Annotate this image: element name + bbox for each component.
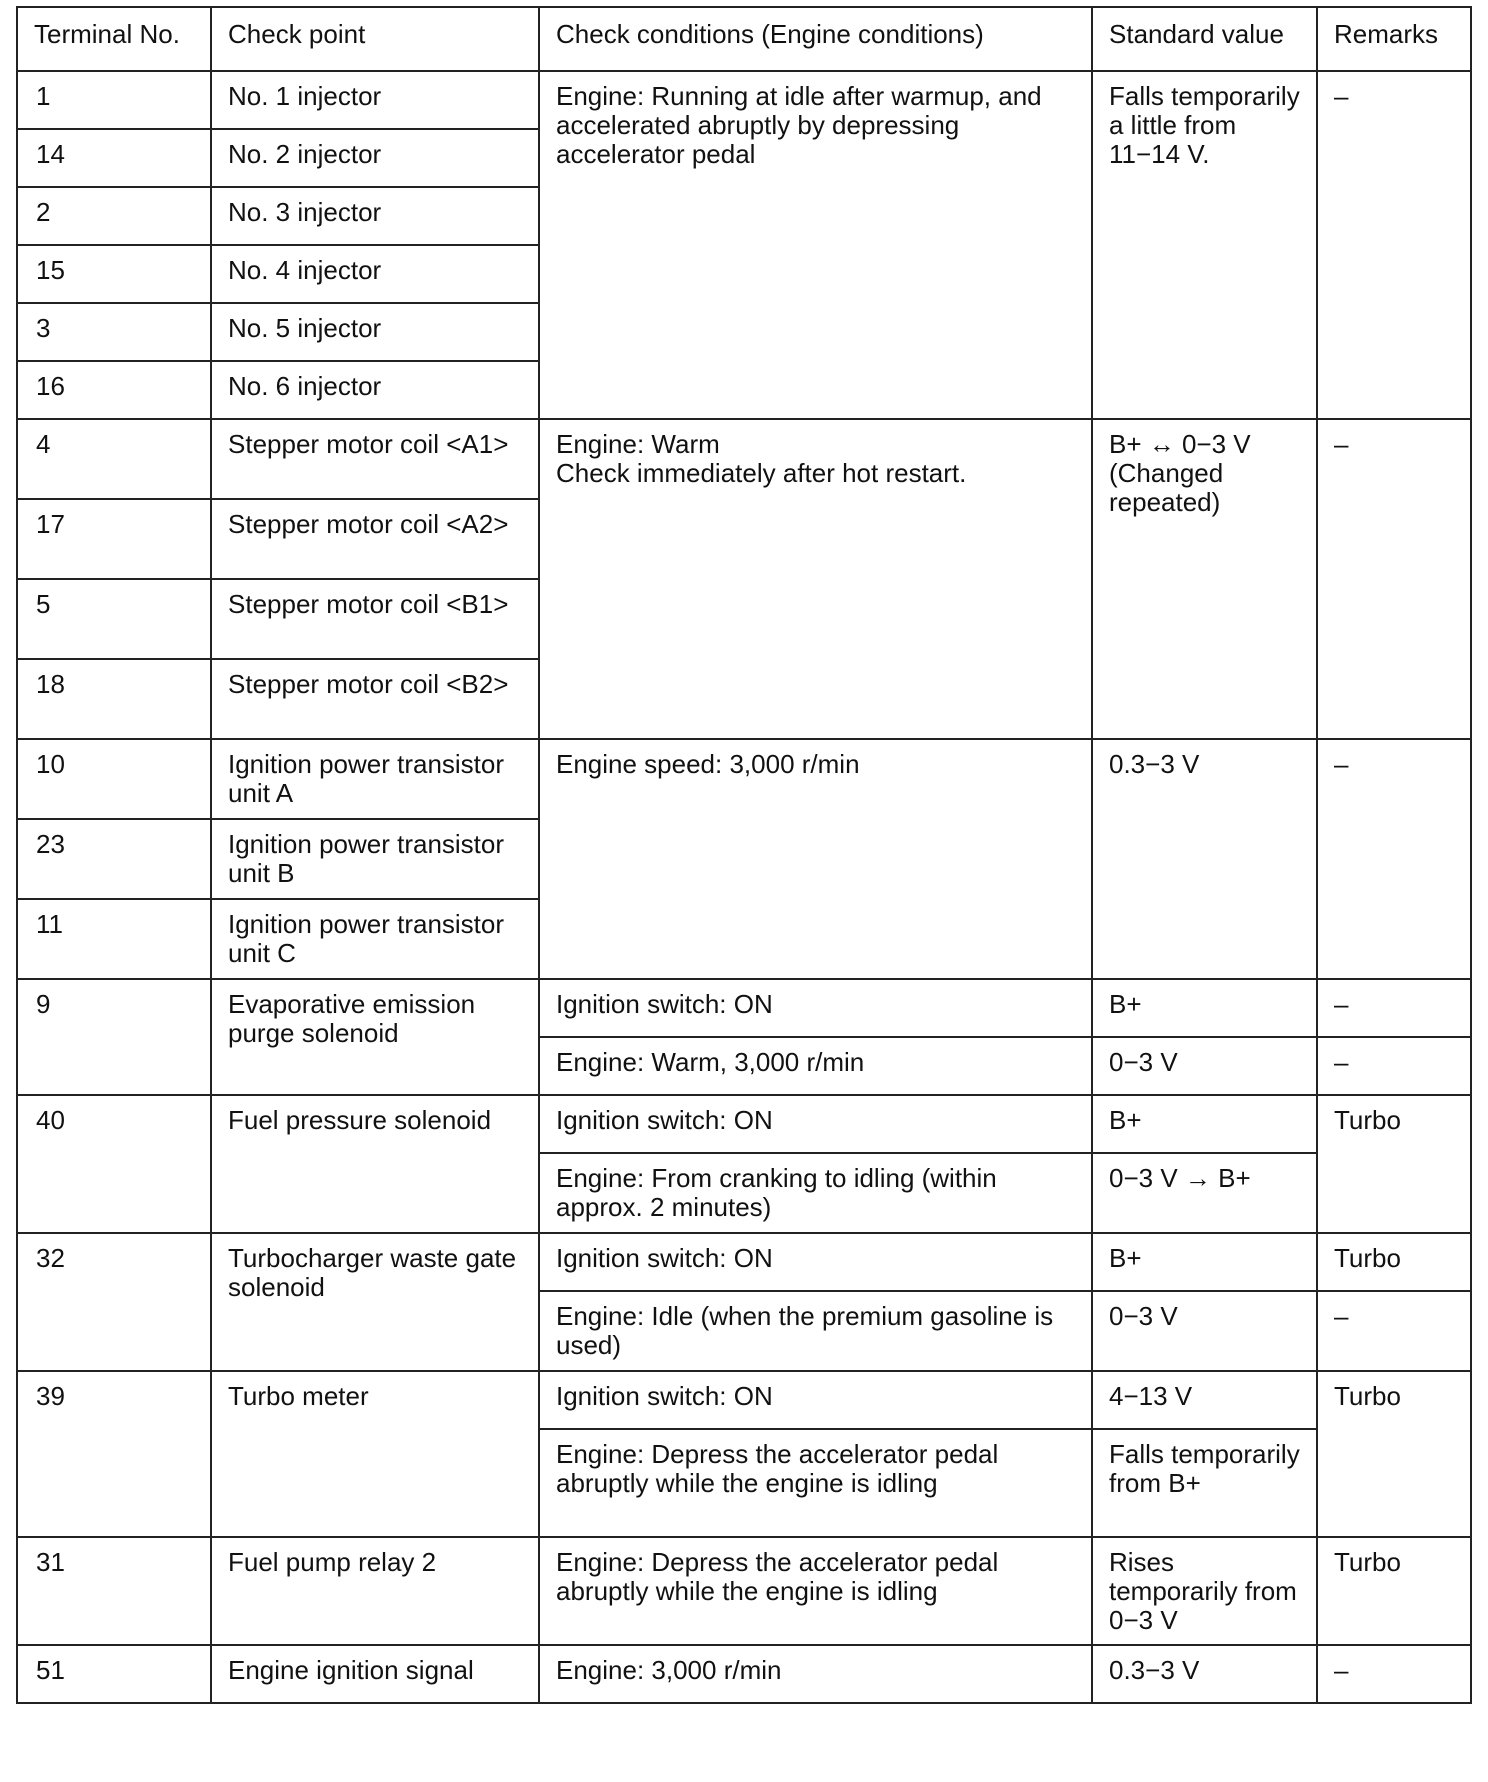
condition-cell <box>539 419 1092 739</box>
condition-cell: Ignition switch: ON <box>539 1371 1092 1429</box>
check-point-cell: Engine ignition signal <box>211 1645 539 1703</box>
header-check-point: Check point <box>211 7 539 71</box>
terminal-cell: 4 <box>17 419 211 499</box>
terminal-cell: 18 <box>17 659 211 739</box>
terminal-cell: 39 <box>17 1371 211 1537</box>
terminal-cell: 51 <box>17 1645 211 1703</box>
terminal-cell: 2 <box>17 187 211 245</box>
standard-value-cell: 0.3−3 V <box>1092 739 1317 979</box>
standard-value-cell: Falls temporarily from B+ <box>1092 1429 1317 1537</box>
check-point-cell: Fuel pump relay 2 <box>211 1537 539 1645</box>
condition-cell: Ignition switch: ON <box>539 1095 1092 1153</box>
remarks-cell: – <box>1317 1291 1471 1371</box>
condition-cell: Ignition switch: ON <box>539 979 1092 1037</box>
check-point-cell: Stepper motor coil <A2> <box>211 499 539 579</box>
condition-line: Check immediately after hot restart. <box>556 458 967 488</box>
standard-value-cell: B+ ↔ 0−3 V (Changed repeated) <box>1092 419 1317 739</box>
standard-value-cell: B+ <box>1092 979 1317 1037</box>
terminal-cell: 40 <box>17 1095 211 1233</box>
remarks-cell: – <box>1317 979 1471 1037</box>
terminal-cell: 15 <box>17 245 211 303</box>
remarks-cell: – <box>1317 739 1471 979</box>
standard-value-cell: B+ <box>1092 1233 1317 1291</box>
remarks-cell: Turbo <box>1317 1371 1471 1537</box>
remarks-cell: – <box>1317 1645 1471 1703</box>
condition-cell: Engine: Depress the accelerator pedal abruptly while the engine is idling <box>539 1537 1092 1645</box>
remarks-cell: Turbo <box>1317 1233 1471 1291</box>
header-remarks: Remarks <box>1317 7 1471 71</box>
standard-value-cell: 0−3 V → B+ <box>1092 1153 1317 1233</box>
table-row <box>17 71 1471 129</box>
check-point-cell: Stepper motor coil <A1> <box>211 419 539 499</box>
table-row <box>17 1645 1471 1703</box>
condition-cell: Engine: 3,000 r/min <box>539 1645 1092 1703</box>
terminal-cell: 5 <box>17 579 211 659</box>
check-point-cell: No. 3 injector <box>211 187 539 245</box>
table-row <box>17 979 1471 1037</box>
table-row <box>17 1537 1471 1645</box>
check-point-cell: No. 2 injector <box>211 129 539 187</box>
table-row <box>17 739 1471 819</box>
check-point-cell: Ignition power transistor unit C <box>211 899 539 979</box>
header-conditions: Check conditions (Engine conditions) <box>539 7 1092 71</box>
standard-value-cell: 0−3 V <box>1092 1291 1317 1371</box>
terminal-cell: 23 <box>17 819 211 899</box>
remarks-cell: – <box>1317 419 1471 739</box>
condition-cell: Engine: Depress the accelerator pedal abruptly while the engine is idling <box>539 1429 1092 1537</box>
condition-cell: Ignition switch: ON <box>539 1233 1092 1291</box>
remarks-cell: – <box>1317 71 1471 419</box>
terminal-cell: 16 <box>17 361 211 419</box>
check-point-cell: No. 5 injector <box>211 303 539 361</box>
check-point-cell: No. 4 injector <box>211 245 539 303</box>
header-row <box>17 7 1471 71</box>
terminal-cell: 14 <box>17 129 211 187</box>
terminal-cell: 9 <box>17 979 211 1095</box>
remarks-cell: Turbo <box>1317 1095 1471 1233</box>
remarks-cell: Turbo <box>1317 1537 1471 1645</box>
check-point-cell: No. 1 injector <box>211 71 539 129</box>
check-point-cell: Ignition power transistor unit B <box>211 819 539 899</box>
check-point-cell: Fuel pressure solenoid <box>211 1095 539 1233</box>
terminal-cell: 10 <box>17 739 211 819</box>
condition-cell: Engine: Running at idle after warmup, and accelerated abruptly by depressing accelerator pedal <box>539 71 1092 419</box>
condition-line: Engine: Warm <box>556 429 720 459</box>
check-point-cell: Stepper motor coil <B1> <box>211 579 539 659</box>
terminal-cell: 31 <box>17 1537 211 1645</box>
condition-cell: Engine: Warm, 3,000 r/min <box>539 1037 1092 1095</box>
header-standard-value: Standard value <box>1092 7 1317 71</box>
check-point-cell: Evaporative emission purge solenoid <box>211 979 539 1095</box>
terminal-cell: 32 <box>17 1233 211 1371</box>
standard-value-cell: B+ <box>1092 1095 1317 1153</box>
terminal-cell: 17 <box>17 499 211 579</box>
table-row <box>17 1095 1471 1153</box>
check-point-cell: Stepper motor coil <B2> <box>211 659 539 739</box>
check-point-cell: No. 6 injector <box>211 361 539 419</box>
check-point-cell: Ignition power transistor unit A <box>211 739 539 819</box>
terminal-cell: 1 <box>17 71 211 129</box>
standard-value-cell: Falls temporarily a little from 11−14 V. <box>1092 71 1317 419</box>
remarks-cell: – <box>1317 1037 1471 1095</box>
terminal-cell: 11 <box>17 899 211 979</box>
condition-cell: Engine: From cranking to idling (within approx. 2 minutes) <box>539 1153 1092 1233</box>
standard-value-cell: Rises temporarily from 0−3 V <box>1092 1537 1317 1645</box>
header-terminal: Terminal No. <box>17 7 211 71</box>
condition-cell: Engine: Idle (when the premium gasoline is used) <box>539 1291 1092 1371</box>
standard-value-cell: 0.3−3 V <box>1092 1645 1317 1703</box>
terminal-check-table <box>16 6 1472 1704</box>
condition-cell: Engine speed: 3,000 r/min <box>539 739 1092 979</box>
check-point-cell: Turbocharger waste gate solenoid <box>211 1233 539 1371</box>
terminal-cell: 3 <box>17 303 211 361</box>
standard-value-cell: 4−13 V <box>1092 1371 1317 1429</box>
table-row <box>17 419 1471 499</box>
standard-value-cell: 0−3 V <box>1092 1037 1317 1095</box>
table-row <box>17 1233 1471 1291</box>
table-row <box>17 1371 1471 1429</box>
check-point-cell: Turbo meter <box>211 1371 539 1537</box>
